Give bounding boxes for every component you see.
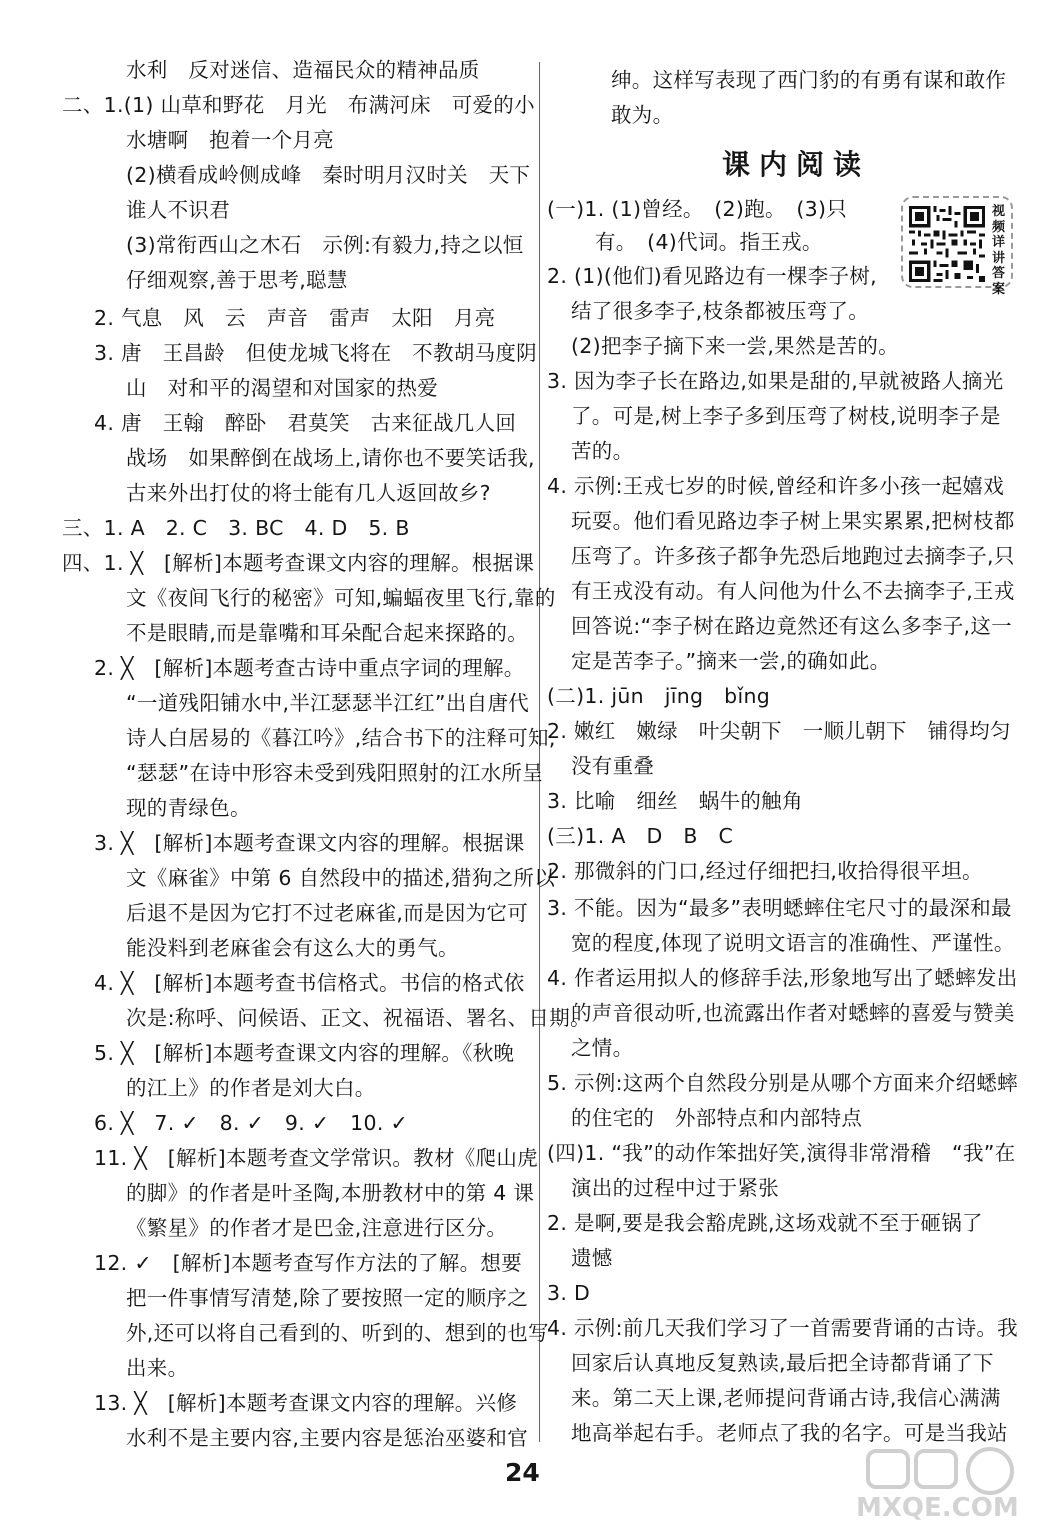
answer-line: 4. 作者运用拟人的修辞手法,形象地写出了蟋蟀发出 [547, 966, 1018, 990]
video-qr-box[interactable] [901, 196, 1013, 297]
section-title: 课内阅读 [722, 148, 871, 181]
answer-line: 敢为。 [611, 103, 674, 127]
answer-line: 4. 示例:前几天我们学习了一首需要背诵的古诗。我 [547, 1316, 1018, 1340]
answer-line: 山 对和平的渴望和对国家的热爱 [126, 376, 438, 400]
answer-line: 3. 不能。因为“最多”表明蟋蟀住宅尺寸的最深和最 [547, 896, 1012, 920]
answer-line: 谁人不识君 [126, 198, 230, 222]
answer-line: (2)把李子摘下来一尝,果然是苦的。 [571, 334, 899, 358]
answer-line: 遗憾 [571, 1246, 613, 1270]
answer-line: 后退不是因为它打不过老麻雀,而是因为它可 [126, 901, 529, 925]
answer-line: 4. 示例:王戎七岁的时候,曾经和许多小孩一起嬉戏 [547, 474, 1004, 498]
answer-line: 11. ╳ [解析]本题考查文学常识。教材《爬山虎 [94, 1146, 538, 1170]
answer-line: 2. 那微斜的门口,经过仔细把扫,收拾得很平坦。 [547, 859, 983, 883]
answer-line: 三、1. A 2. C 3. BC 4. D 5. B [62, 516, 410, 540]
answer-line: 苦的。 [571, 439, 634, 463]
answer-line: 文《麻雀》中第 6 自然段中的描述,猎狗之所以 [126, 866, 555, 890]
answer-line: 的脚》的作者是叶圣陶,本册教材中的第 4 课 [126, 1181, 535, 1205]
answer-line: 宽的程度,体现了说明文语言的准确性、严谨性。 [571, 931, 1015, 955]
answer-line: 诗人白居易的《暮江吟》,结合书下的注释可知, [126, 726, 556, 750]
answer-line: 演出的过程中过于紧张 [571, 1176, 779, 1200]
answer-line: 文《夜间飞行的秘密》可知,蝙蝠夜里飞行,靠的 [126, 586, 556, 610]
answer-line: (二)1. jūn jīng bǐng [547, 684, 771, 708]
answer-line: 了。可是,树上李子多到压弯了树枝,说明李子是 [571, 404, 1001, 428]
answer-line: 没有重叠 [571, 754, 655, 778]
answer-line: 12. ✓ [解析]本题考查写作方法的了解。想要 [94, 1251, 522, 1275]
answer-line: 2. 气息 风 云 声音 雷声 太阳 月亮 [94, 306, 496, 330]
answer-line: 出来。 [126, 1356, 189, 1380]
answer-line: 2. 嫩红 嫩绿 叶尖朝下 一顺儿朝下 铺得均匀 [547, 719, 1011, 743]
answer-line: 把一件事情写清楚,除了要按照一定的顺序之 [126, 1286, 529, 1310]
answer-line: (三)1. A D B C [547, 824, 734, 848]
answer-line: 地高举起右手。老师点了我的名字。可是当我站 [571, 1421, 1008, 1445]
answer-line: 的住宅的 外部特点和内部特点 [571, 1106, 863, 1130]
watermark-text: MXQE.COM [856, 1493, 1019, 1523]
answer-line: 来。第二天上课,老师提问背诵古诗,我信心满满 [571, 1386, 1001, 1410]
answer-line: 玩耍。他们看见路边李子树上果实累累,把树枝都 [571, 509, 1015, 533]
answer-line: 的声音很动听,也流露出作者对蟋蟀的喜爱与赞美 [571, 1001, 1015, 1025]
answer-line: 回答说:“李子树在路边竟然还有这么多李子,这一 [571, 614, 1012, 638]
answer-line: 绅。这样写表现了西门豹的有勇有谋和敢作 [611, 68, 1007, 92]
answer-line: 3. D [547, 1281, 591, 1305]
answer-line: 2. 是啊,要是我会豁虎跳,这场戏就不至于砸锅了 [547, 1211, 983, 1235]
answer-line: 4. 唐 王翰 醉卧 君莫笑 古来征战几人回 [94, 411, 517, 435]
answer-line: 3. ╳ [解析]本题考查课文内容的理解。根据课 [94, 831, 525, 855]
answer-line: 定是苦李子。”摘来一尝,的确如此。 [571, 649, 891, 673]
answer-line: (2)横看成岭侧成峰 秦时明月汉时关 天下 [126, 163, 531, 187]
answer-line: 不是眼睛,而是靠嘴和耳朵配合起来探路的。 [126, 621, 529, 645]
answer-line: “瑟瑟”在诗中形容未受到残阳照射的江水所呈 [126, 761, 544, 785]
answer-line: 水利不是主要内容,主要内容是惩治巫婆和官 [126, 1426, 529, 1450]
answer-line: (一)1. (1)曾经。 (2)跑。 (3)只 [547, 197, 848, 221]
answer-line: 3. 唐 王昌龄 但使龙城飞将在 不教胡马度阴 [94, 341, 537, 365]
answer-line: 仔细观察,善于思考,聪慧 [126, 268, 348, 292]
answer-line: 4. ╳ [解析]本题考查书信格式。书信的格式依 [94, 971, 525, 995]
answer-line: 13. ╳ [解析]本题考查课文内容的理解。兴修 [94, 1391, 518, 1415]
answer-line: 5. ╳ [解析]本题考查课文内容的理解。《秋晚 [94, 1041, 515, 1065]
answer-line: 有王戎没有动。有人问他为什么不去摘李子,王戎 [571, 579, 1015, 603]
answer-line: 能没料到老麻雀会有这么大的勇气。 [126, 936, 459, 960]
answer-line: 6. ╳ 7. ✓ 8. ✓ 9. ✓ 10. ✓ [94, 1111, 408, 1135]
answer-line: 结了很多李子,枝条都被压弯了。 [571, 299, 870, 323]
answer-line: 回家后认真地反复熟读,最后把全诗都背诵了下 [571, 1351, 994, 1375]
answer-line: 的江上》的作者是刘大白。 [126, 1076, 376, 1100]
answer-line: 5. 示例:这两个自然段分别是从哪个方面来介绍蟋蟀 [547, 1071, 1018, 1095]
answer-line: 3. 因为李子长在路边,如果是甜的,早就被路人摘光 [547, 369, 1004, 393]
watermark-logo [850, 1445, 1040, 1533]
answer-line: 2. ╳ [解析]本题考查古诗中重点字词的理解。 [94, 656, 525, 680]
answer-line: 战场 如果醉倒在战场上,请你也不要笑话我, [126, 446, 535, 470]
qr-label: 视频详讲答案 [992, 204, 1006, 297]
answer-line: 2. (1)(他们)看见路边有一棵李子树, [547, 264, 877, 288]
answer-line: 有。 (4)代词。指王戎。 [595, 230, 823, 254]
answer-line: 四、1. ╳ [解析]本题考查课文内容的理解。根据课 [62, 551, 535, 575]
answer-line: 之情。 [571, 1036, 634, 1060]
answer-line: 水利 反对迷信、造福民众的精神品质 [126, 58, 480, 82]
answer-line: 压弯了。许多孩子都争先恐后地跑过去摘李子,只 [571, 544, 1015, 568]
answer-line: 3. 比喻 细丝 蜗牛的触角 [547, 789, 803, 813]
answer-line: (3)常衔西山之木石 示例:有毅力,持之以恒 [126, 233, 524, 257]
answer-line: 《繁星》的作者才是巴金,注意进行区分。 [126, 1216, 508, 1240]
answer-line: 外,还可以将自己看到的、听到的、想到的也写 [126, 1321, 549, 1345]
page-number: 24 [505, 1458, 540, 1487]
answer-line: 古来外出打仗的将士能有几人返回故乡? [126, 481, 491, 505]
answer-line: 现的青绿色。 [126, 796, 251, 820]
answer-line: 二、1.(1) 山草和野花 月光 布满河床 可爱的小 [62, 93, 535, 117]
qr-code-icon[interactable] [909, 206, 985, 282]
answer-line: “一道残阳铺水中,半江瑟瑟半江红”出自唐代 [126, 691, 530, 715]
answer-line: 水塘啊 抱着一个月亮 [126, 128, 334, 152]
answer-line: (四)1. “我”的动作笨拙好笑,演得非常滑稽 “我”在 [547, 1141, 1016, 1165]
answer-line: 次是:称呼、问候语、正文、祝福语、署名、日期。 [126, 1006, 591, 1030]
